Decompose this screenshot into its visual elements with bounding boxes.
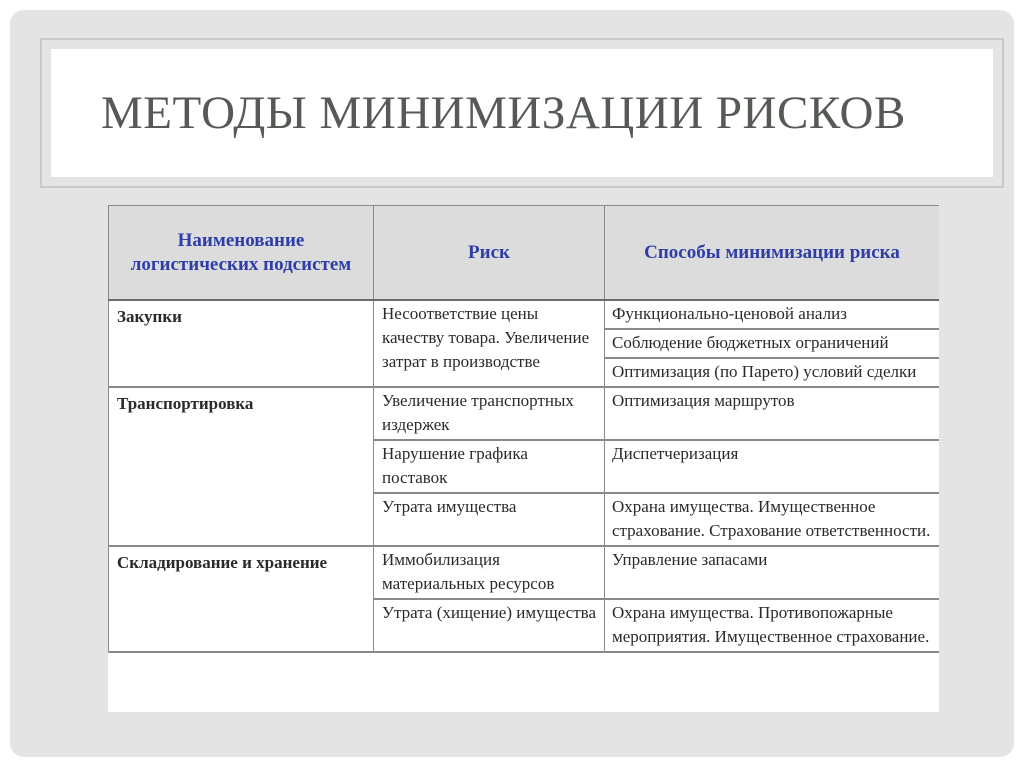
table-row [109, 387, 940, 440]
risk-cell: Несоответствие цены качеству товара. Увеличение затрат в производстве [374, 300, 605, 387]
title-panel [51, 49, 993, 177]
method-cell: Оптимизация (по Парето) условий сделки [605, 358, 940, 387]
method-cell: Охрана имущества. Имущественное страхование. Страхование ответственности. [605, 493, 940, 546]
risk-cell: Иммобилизация материальных ресурсов [374, 546, 605, 599]
method-cell: Управление запасами [605, 546, 940, 599]
table-header-row [109, 206, 940, 301]
method-cell: Соблюдение бюджетных ограничений [605, 329, 940, 358]
risk-cell: Нарушение графика поставок [374, 440, 605, 493]
risk-table-container [108, 205, 939, 712]
slide-title: МЕТОДЫ МИНИМИЗАЦИИ РИСКОВ [101, 87, 906, 139]
header-subsystem: Наименование логистических подсистем [109, 206, 374, 301]
method-cell: Функционально-ценовой анализ [605, 300, 940, 329]
title-frame [40, 38, 1004, 188]
slide [10, 10, 1014, 757]
risk-minimization-table [108, 205, 939, 653]
table-row [109, 300, 940, 329]
method-cell: Оптимизация маршрутов [605, 387, 940, 440]
risk-cell: Утрата (хищение) имущества [374, 599, 605, 652]
method-cell: Охрана имущества. Противопожарные мероприятия. Имущественное страхование. [605, 599, 940, 652]
risk-cell: Увеличение транспортных издержек [374, 387, 605, 440]
subsystem-cell: Транспортировка [109, 387, 374, 546]
method-cell: Диспетчеризация [605, 440, 940, 493]
risk-cell: Утрата имущества [374, 493, 605, 546]
subsystem-cell: Закупки [109, 300, 374, 387]
table-row [109, 546, 940, 599]
header-methods: Способы минимизации риска [605, 206, 940, 301]
subsystem-cell: Складирование и хранение [109, 546, 374, 652]
header-risk: Риск [374, 206, 605, 301]
